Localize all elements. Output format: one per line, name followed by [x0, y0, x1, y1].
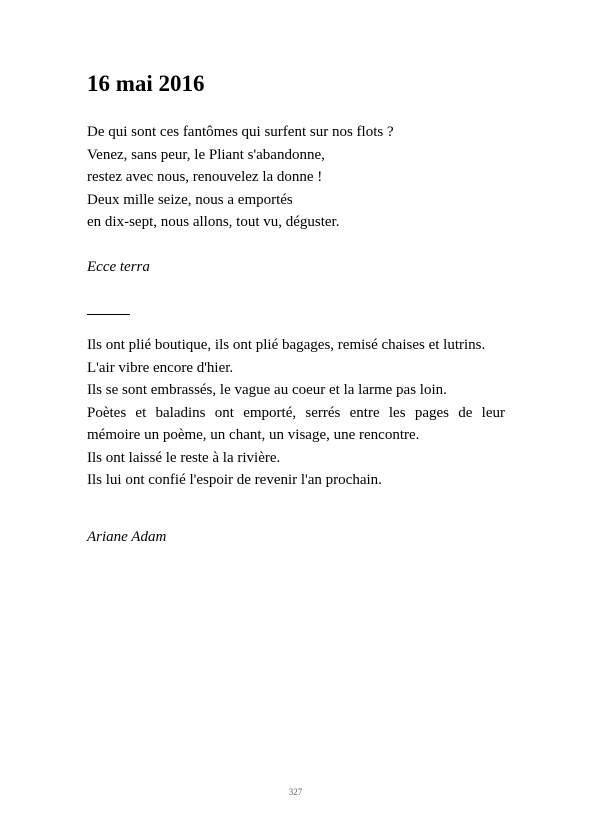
- poem-line: Venez, sans peur, le Pliant s'abandonne,: [87, 146, 325, 163]
- prose-line: Poètes et baladins ont emporté, serrés entre les pages de leur mémoire un poème, un chant, un visage, une rencontre.: [87, 404, 505, 443]
- poem-stanza: [87, 121, 507, 234]
- page-number: 327: [288, 787, 303, 797]
- prose-line: Ils ont laissé le reste à la rivière.: [87, 449, 281, 466]
- poem-line: Deux mille seize, nous a emportés: [87, 191, 293, 208]
- poem-line: De qui sont ces fantômes qui surfent sur nos flots ?: [87, 124, 394, 140]
- prose-line: Ils lui ont confié l'espoir de revenir l'an prochain.: [87, 472, 382, 488]
- poem-line: restez avec nous, renouvelez la donne !: [87, 169, 323, 185]
- section-separator: [87, 314, 130, 315]
- prose-line: L'air vibre encore d'hier.: [87, 359, 234, 376]
- prose-line: Ils ont plié boutique, ils ont plié bagages, remisé chaises et lutrins.: [87, 337, 486, 353]
- prose-section: [87, 334, 505, 492]
- poem-signature: Ecce terra: [87, 259, 150, 275]
- author-signature: Ariane Adam: [87, 529, 167, 545]
- page-title: 16 mai 2016: [87, 71, 205, 96]
- prose-line: Ils se sont embrassés, le vague au coeur et la larme pas loin.: [87, 382, 447, 398]
- poem-line: en dix-sept, nous allons, tout vu, déguster.: [87, 214, 340, 230]
